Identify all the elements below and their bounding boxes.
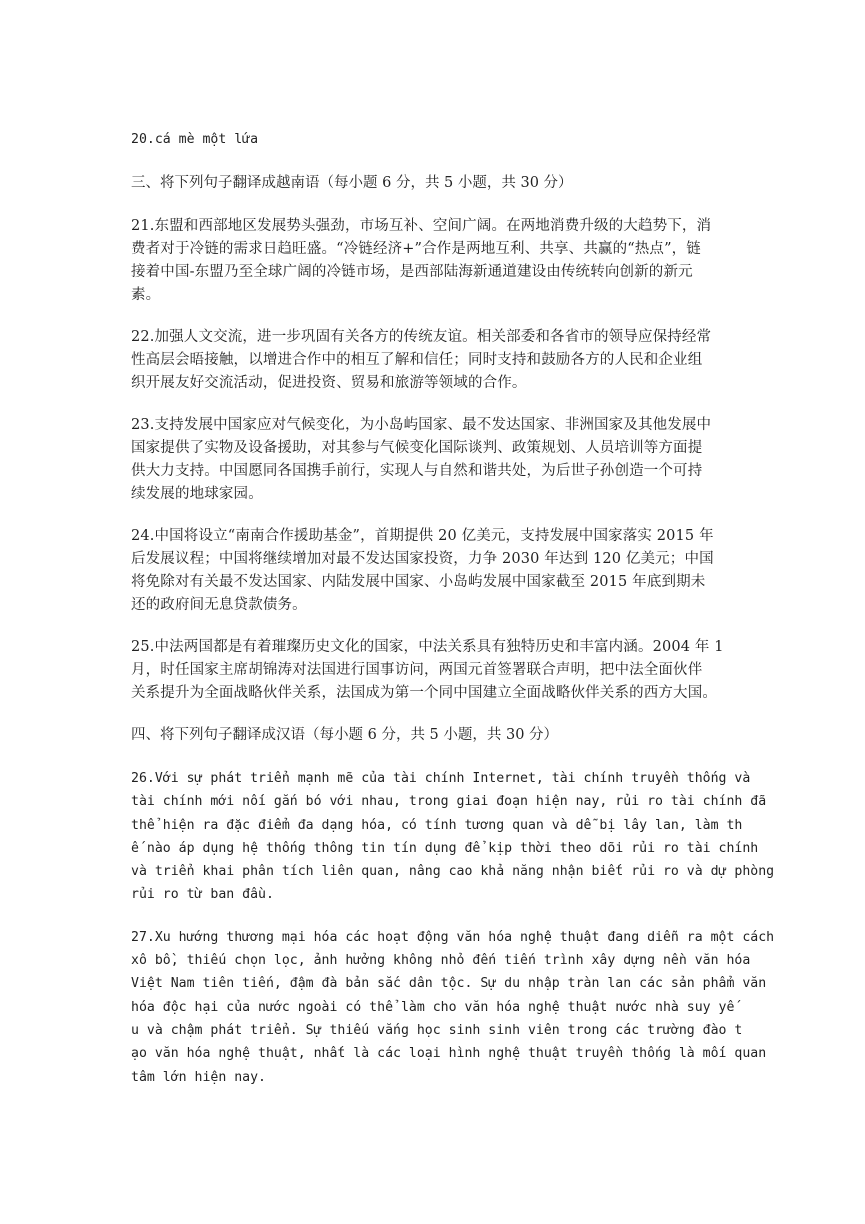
question-26-line: thể hiện ra đặc điểm đa dạng hóa, có tính tương quan và dễ bị lây lan, làm th xyxy=(131,817,743,833)
section-4-heading: 四、将下列句子翻译成汉语（每小题 6 分，共 5 小题，共 30 分） xyxy=(131,727,559,743)
question-24 xyxy=(131,525,735,617)
question-21 xyxy=(131,215,735,307)
question-26-line: 26.Với sự phát triển mạnh mẽ của tài chính Internet, tài chính truyền thống và xyxy=(131,771,751,786)
question-22-line: 织开展友好交流活动，促进投资、贸易和旅游等领域的合作。 xyxy=(131,375,527,391)
question-25-line: 25.中法两国都是有着璀璨历史文化的国家，中法关系具有独特历史和丰富内涵。2004 年 1 xyxy=(131,639,724,655)
question-27 xyxy=(131,926,775,1089)
question-26-line: ế nào áp dụng hệ thống thông tin tín dụng để kịp thời theo dõi rủi ro tài chính xyxy=(131,840,759,856)
question-26-line: và triển khai phân tích liên quan, nâng cao khả năng nhận biết rủi ro và dự phòng xyxy=(131,864,775,880)
document-page xyxy=(131,128,775,1089)
question-22-line: 22.加强人文交流，进一步巩固有关各方的传统友谊。相关部委和各省市的领导应保持经常 xyxy=(131,329,712,345)
question-26 xyxy=(131,767,775,907)
question-23-line: 国家提供了实物及设备援助，对其参与气候变化国际谈判、政策规划、人员培训等方面提 xyxy=(131,440,703,456)
question-26-line: tài chính mới nối gắn bó với nhau, trong giai đoạn hiện nay, rủi ro tài chính đã xyxy=(131,794,767,810)
question-27-line: xô bồ, thiếu chọn lọc, ảnh hưởng không nhỏ đến tiến trình xây dựng nền văn hóa xyxy=(131,953,751,969)
question-26-line: rủi ro từ ban đầu. xyxy=(131,887,274,903)
question-22 xyxy=(131,326,735,395)
item-20: 20.cá mè một lứa xyxy=(131,132,259,147)
section-3-heading: 三、将下列句子翻译成越南语（每小题 6 分，共 5 小题，共 30 分） xyxy=(131,175,573,191)
question-27-line: ạo văn hóa nghệ thuật, nhất là các loại hình nghệ thuật truyền thống là mối quan xyxy=(131,1046,767,1062)
question-27-line: 27.Xu hướng thương mại hóa các hoạt động văn hóa nghệ thuật đang diễn ra một cách xyxy=(131,929,775,945)
question-23-line: 供大力支持。中国愿同各国携手前行，实现人与自然和谐共处，为后世子孙创造一个可持 xyxy=(131,463,703,479)
question-23-line: 23.支持发展中国家应对气候变化，为小岛屿国家、最不发达国家、非洲国家及其他发展中 xyxy=(131,417,712,433)
question-27-line: hóa độc hại của nước ngoài có thể làm cho văn hóa nghệ thuật nước nhà suy yế xyxy=(131,999,735,1015)
question-21-line: 素。 xyxy=(131,287,161,303)
question-24-line: 还的政府间无息贷款债务。 xyxy=(131,597,307,613)
question-21-line: 费者对于冷链的需求日趋旺盛。“冷链经济+”合作是两地互利、共享、共赢的“热点”，链 xyxy=(131,241,701,257)
question-27-line: Việt Nam tiên tiến, đậm đà bản sắc dân tộc. Sự du nhập tràn lan các sản phẩm văn xyxy=(131,976,767,992)
question-25 xyxy=(131,636,735,705)
question-25-line: 关系提升为全面战略伙伴关系，法国成为第一个同中国建立全面战略伙伴关系的西方大国。 xyxy=(131,685,717,701)
question-24-line: 将免除对有关最不发达国家、内陆发展中国家、小岛屿发展中国家截至 2015 年底到期未 xyxy=(131,574,706,590)
question-22-line: 性高层会晤接触，以增进合作中的相互了解和信任；同时支持和鼓励各方的人民和企业组 xyxy=(131,352,703,368)
question-27-line: u và chậm phát triển. Sự thiếu vắng học sinh sinh viên trong các trường đào t xyxy=(131,1022,743,1038)
question-21-line: 21.东盟和西部地区发展势头强劲，市场互补、空间广阔。在两地消费升级的大趋势下，消 xyxy=(131,218,712,234)
question-23-line: 续发展的地球家园。 xyxy=(131,486,263,502)
question-23 xyxy=(131,414,735,506)
question-21-line: 接着中国-东盟乃至全球广阔的冷链市场，是西部陆海新通道建设由传统转向创新的新元 xyxy=(131,264,693,280)
question-24-line: 后发展议程；中国将继续增加对最不发达国家投资，力争 2030 年达到 120 亿美元；中国 xyxy=(131,551,714,567)
question-27-line: tâm lớn hiện nay. xyxy=(131,1069,266,1085)
question-24-line: 24.中国将设立“南南合作援助基金”，首期提供 20 亿美元，支持发展中国家落实 2015 年 xyxy=(131,528,714,544)
question-25-line: 月，时任国家主席胡锦涛对法国进行国事访问，两国元首签署联合声明，把中法全面伙伴 xyxy=(131,662,703,678)
